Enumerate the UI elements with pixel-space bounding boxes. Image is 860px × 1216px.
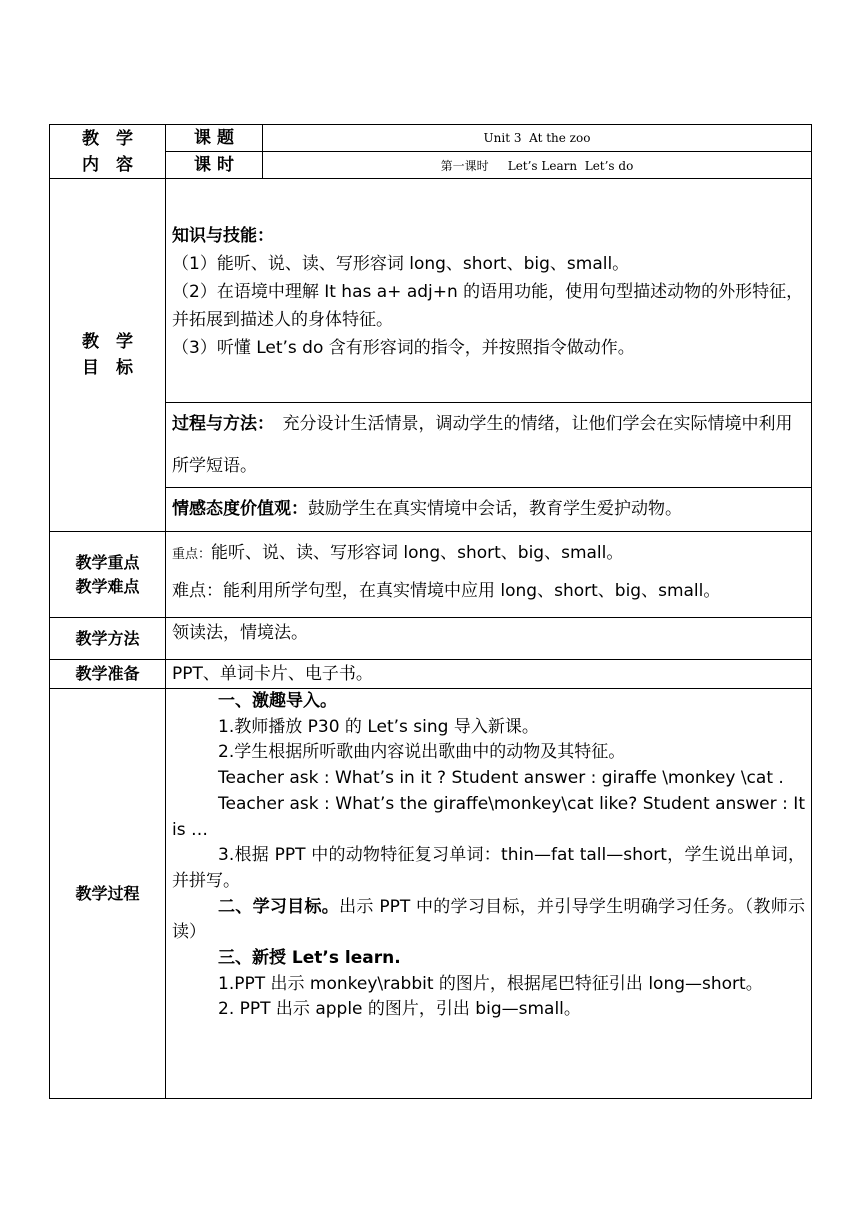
objectives-label-line2: 目 标 (82, 358, 133, 378)
process-section1-title: 一、激趣导入。 (218, 691, 337, 711)
process-method-title: 过程与方法： (172, 414, 266, 434)
knowledge-cell (166, 179, 812, 403)
process-method-cell (166, 403, 812, 488)
keypoints-label-line2: 教学难点 (75, 576, 140, 596)
process-section1-step2: 2.学生根据所听歌曲内容说出歌曲中的动物及其特征。 (218, 742, 626, 763)
key-point-body: 能听、说、读、写形容词 long、short、big、small。 (211, 543, 624, 563)
process-section2-title: 二、学习目标。 (218, 896, 340, 917)
process-section1-step3: 3.根据 PPT 中的动物特征复习单词：thin—fat tall—short，学生说出单词，并拼写。 (172, 845, 805, 891)
content-label-line1: 教 学 (82, 128, 133, 149)
process-section3-title: 三、新授 Let’s learn. (218, 948, 401, 969)
topic-value: Unit 3 At the zoo (263, 125, 812, 152)
content-label-line2: 内 容 (82, 154, 133, 175)
method-label: 教学方法 (50, 618, 166, 660)
process-label: 教学过程 (50, 689, 166, 1099)
knowledge-item-1: （1）能听、说、读、写形容词 long、short、big、small。 (172, 254, 630, 274)
process-section2 (172, 895, 805, 946)
process-section2-body: 出示 PPT 中的学习目标，并引导学生明确学习任务。（教师示读） (172, 896, 805, 943)
method-text: 领读法，情境法。 (166, 618, 812, 660)
keypoints-cell (166, 532, 812, 618)
period-value: 第一课时 Let’s Learn Let’s do (263, 152, 812, 179)
content-label-cell (50, 125, 166, 179)
knowledge-title: 知识与技能： (172, 226, 274, 246)
process-section1-dialogue1: Teacher ask : What’s in it ? Student answer : giraffe \monkey \cat . (218, 768, 784, 789)
objectives-label-cell (50, 179, 166, 532)
period-label: 课 时 (166, 152, 263, 179)
knowledge-item-3: （3）听懂 Let’s do 含有形容词的指令，并按照指令做动作。 (172, 338, 635, 358)
preparation-label: 教学准备 (50, 660, 166, 689)
objectives-label-line1: 教 学 (82, 332, 133, 352)
process-method-text (172, 403, 805, 487)
emotion-body: 鼓励学生在真实情境中会话，教育学生爱护动物。 (308, 499, 682, 519)
keypoints-label-cell (50, 532, 166, 618)
process-section3-step1: 1.PPT 出示 monkey\rabbit 的图片，根据尾巴特征引出 long—short。 (218, 973, 763, 994)
topic-label: 课 题 (166, 125, 263, 152)
process-section3-step2: 2. PPT 出示 apple 的图片，引出 big—small。 (218, 999, 581, 1020)
emotion-title: 情感态度价值观： (172, 499, 308, 519)
process-cell (166, 689, 812, 1099)
key-point-text (172, 535, 805, 573)
knowledge-item-2: （2）在语境中理解 It has a+ adj+n 的语用功能，使用句型描述动物的外形特征，并拓展到描述人的身体特征。 (172, 282, 804, 330)
process-section1-dialogue2: Teacher ask : What’s the giraffe\monkey\cat like? Student answer : It is … (172, 793, 805, 840)
difficult-point-text: 难点：能利用所学句型，在真实情境中应用 long、short、big、small。 (172, 581, 721, 601)
emotion-cell (166, 488, 812, 532)
emotion-text (172, 497, 805, 522)
keypoints-label-line1: 教学重点 (75, 552, 140, 572)
key-point-prefix: 重点： (172, 547, 212, 562)
process-method-body: 充分设计生活情景，调动学生的情绪，让他们学会在实际情境中利用所学短语。 (172, 414, 793, 476)
lesson-plan-table (49, 124, 812, 1099)
process-section1-step1: 1.教师播放 P30 的 Let’s sing 导入新课。 (218, 716, 539, 737)
preparation-text: PPT、单词卡片、电子书。 (166, 660, 812, 689)
